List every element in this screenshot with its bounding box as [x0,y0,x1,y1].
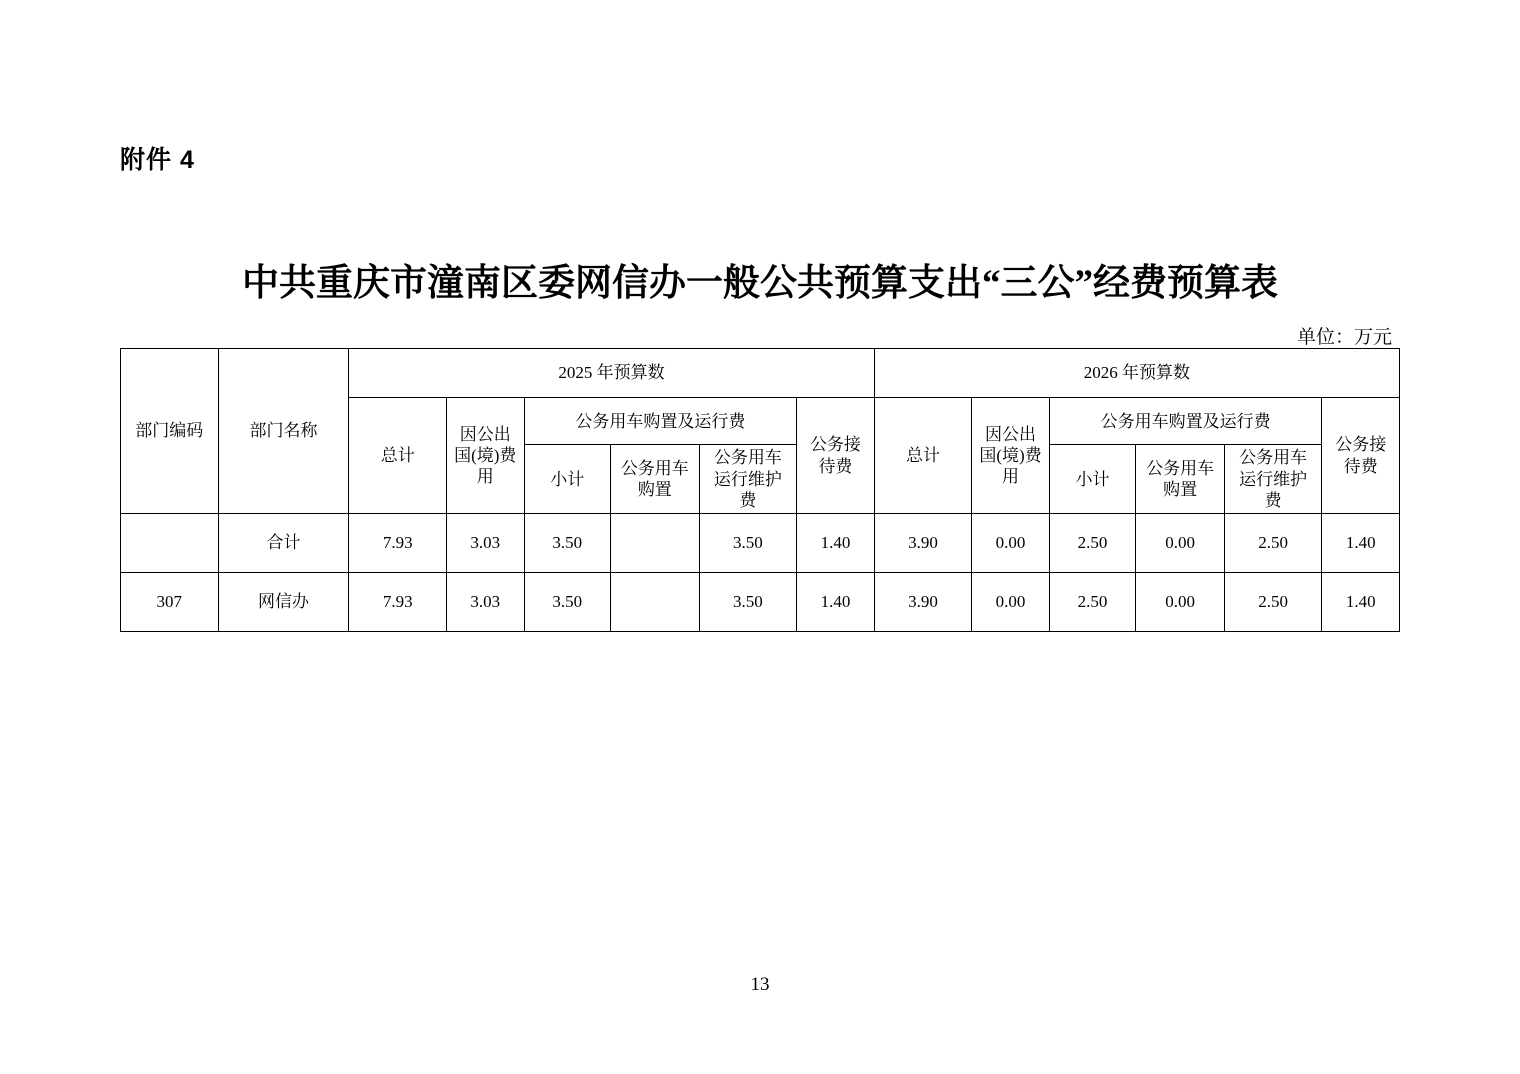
cell-dept-name: 合计 [218,514,349,573]
header-2025-subtotal: 小计 [524,445,611,514]
cell-2025-total: 7.93 [349,514,447,573]
cell-2026-reception: 1.40 [1322,514,1400,573]
header-2025-vehicle-maintain: 公务用车运行维护费 [699,445,797,514]
cell-2026-total: 3.90 [874,573,972,632]
cell-2026-total: 3.90 [874,514,972,573]
cell-2026-reception: 1.40 [1322,573,1400,632]
header-2026-vehicle-group: 公务用车购置及运行费 [1049,398,1322,445]
header-2026-abroad: 因公出国(境)费用 [972,398,1049,514]
cell-2025-total: 7.93 [349,573,447,632]
header-2026-vehicle-purchase: 公务用车购置 [1136,445,1225,514]
cell-2025-subtotal: 3.50 [524,573,611,632]
header-year-2026: 2026 年预算数 [874,349,1399,398]
cell-2026-vehicle-purchase: 0.00 [1136,514,1225,573]
cell-2025-reception: 1.40 [797,514,874,573]
header-dept-code: 部门编码 [121,349,219,514]
header-2026-vehicle-maintain: 公务用车运行维护费 [1224,445,1322,514]
page-title: 中共重庆市潼南区委网信办一般公共预算支出“三公”经费预算表 [242,263,1278,304]
budget-table [120,348,1400,632]
header-dept-name: 部门名称 [218,349,349,514]
cell-2025-vehicle-purchase [611,573,700,632]
cell-2026-vehicle-maintain: 2.50 [1224,573,1322,632]
cell-2025-abroad: 3.03 [447,514,524,573]
table-header-row-1 [121,349,1400,398]
cell-2026-vehicle-maintain: 2.50 [1224,514,1322,573]
cell-2025-abroad: 3.03 [447,573,524,632]
page-number: 13 [750,974,770,995]
cell-2026-abroad: 0.00 [972,514,1049,573]
cell-2025-reception: 1.40 [797,573,874,632]
cell-2026-vehicle-purchase: 0.00 [1136,573,1225,632]
cell-dept-code: 307 [121,573,219,632]
header-2026-reception: 公务接待费 [1322,398,1400,514]
header-year-2025: 2025 年预算数 [349,349,874,398]
header-2025-total: 总计 [349,398,447,514]
header-2026-subtotal: 小计 [1049,445,1136,514]
header-2025-vehicle-purchase: 公务用车购置 [611,445,700,514]
table-row [121,573,1400,632]
cell-2025-vehicle-purchase [611,514,700,573]
cell-dept-name: 网信办 [218,573,349,632]
cell-2026-abroad: 0.00 [972,573,1049,632]
cell-2025-vehicle-maintain: 3.50 [699,573,797,632]
cell-2026-subtotal: 2.50 [1049,514,1136,573]
cell-dept-code [121,514,219,573]
cell-2025-subtotal: 3.50 [524,514,611,573]
unit-note: 单位：万元 [1296,327,1392,348]
table-row [121,514,1400,573]
cell-2025-vehicle-maintain: 3.50 [699,514,797,573]
header-2026-total: 总计 [874,398,972,514]
header-2025-abroad: 因公出国(境)费用 [447,398,524,514]
attachment-label: 附件 4 [120,146,195,174]
header-2025-vehicle-group: 公务用车购置及运行费 [524,398,797,445]
cell-2026-subtotal: 2.50 [1049,573,1136,632]
header-2025-reception: 公务接待费 [797,398,874,514]
